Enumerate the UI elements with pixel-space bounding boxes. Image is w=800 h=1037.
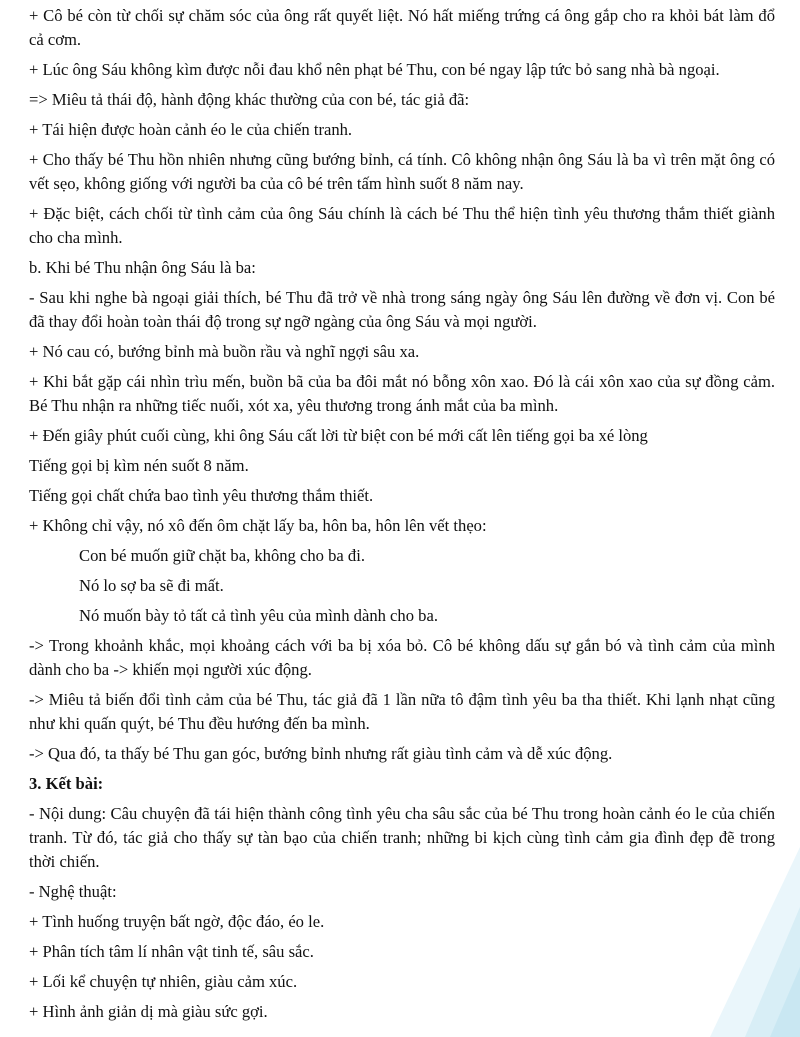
paragraph-art-heading: - Nghệ thuật: [29,882,117,901]
paragraph-art-imagery: + Hình ảnh giản dị mà giàu sức gợi. [29,1002,268,1021]
paragraph-call-love: Tiếng gọi chất chứa bao tình yêu thương thắm thiết. [29,486,374,505]
paragraph-art-situation: + Tình huống truyện bất ngờ, độc đáo, éo le. [29,912,325,931]
paragraph-indent-express: Nó muốn bày tỏ tất cả tình yêu của mình dành cho ba. [79,606,438,625]
paragraph-war-circumstance: + Tái hiện được hoàn cảnh éo le của chiến tranh. [29,120,353,139]
section-heading-b: b. Khi bé Thu nhận ông Sáu là ba: [29,258,256,277]
paragraph-art-psychology: + Phân tích tâm lí nhân vật tinh tế, sâu sắc. [29,942,314,961]
paragraph-last-moment: + Đến giây phút cuối cùng, khi ông Sáu cất lời từ biệt con bé mới cất lên tiếng gọi ba xé lòng [29,426,648,445]
paragraph-refuse-care: + Cô bé còn từ chối sự chăm sóc của ông rất quyết liệt. Nó hất miếng trứng cá ông gắp cho ra khỏi bát làm đổ cả cơm. [29,6,775,49]
paragraph-emotion-change: -> Miêu tả biến đổi tình cảm của bé Thu, tác giả đã 1 lần nữa tô đậm tình yêu ba tha thiết. Khi lạnh nhạt cũng như khi quấn quýt, bé Thu đều hướng đến ba mình. [29,690,775,733]
paragraph-author-summary: => Miêu tả thái độ, hành động khác thường của con bé, tác giả đã: [29,90,470,109]
paragraph-after-explanation: - Sau khi nghe bà ngoại giải thích, bé Thu đã trở về nhà trong sáng ngày ông Sáu lên đường về đơn vị. Con bé đã thay đổi hoàn toàn thái độ trong sự ngỡ ngàng của ông Sáu và mọi người. [29,288,775,331]
paragraph-content-summary: - Nội dung: Câu chuyện đã tái hiện thành công tình yêu cha sâu sắc của bé Thu trong hoàn cảnh éo le của chiến tranh. Từ đó, tác giả cho thấy sự tàn bạo của chiến tranh; những bi kịch cùng tình cảm gia đình đẹp đẽ trong thời chiến. [29,804,775,871]
paragraph-hug-father: + Không chỉ vậy, nó xô đến ôm chặt lấy ba, hôn ba, hôn lên vết thẹo: [29,516,487,535]
paragraph-conclusion-thu: -> Qua đó, ta thấy bé Thu gan góc, bướng bỉnh nhưng rất giàu tình cảm và dễ xúc động. [29,744,613,763]
paragraph-personality: + Cho thấy bé Thu hồn nhiên nhưng cũng bướng bỉnh, cá tính. Cô không nhận ông Sáu là ba vì trên mặt ông có vết sẹo, không giống với người ba của cô bé trên tấm hình suốt 8 năm nay. [29,150,775,193]
paragraph-indent-hold: Con bé muốn giữ chặt ba, không cho ba đi. [79,546,365,565]
section-heading-ket-bai: 3. Kết bài: [29,774,104,793]
paragraph-art-narration: + Lối kể chuyện tự nhiên, giàu cảm xúc. [29,972,298,991]
paragraph-run-to-grandma: + Lúc ông Sáu không kìm được nỗi đau khổ nên phạt bé Thu, con bé ngay lập tức bỏ sang nhà bà ngoại. [29,60,720,79]
paragraph-indent-fear: Nó lo sợ ba sẽ đi mất. [79,576,224,595]
paragraph-special-love: + Đặc biệt, cách chối từ tình cảm của ông Sáu chính là cách bé Thu thể hiện tình yêu thương thắm thiết giành cho cha mình. [29,204,775,247]
document-body [29,4,775,1030]
paragraph-call-suppressed: Tiếng gọi bị kìm nén suốt 8 năm. [29,456,249,475]
paragraph-distance-erased: -> Trong khoảnh khắc, mọi khoảng cách với ba bị xóa bỏ. Cô bé không dấu sự gắn bó và tình cảm của mình dành cho ba -> khiến mọi người xúc động. [29,636,775,679]
paragraph-eyes-stirred: + Khi bắt gặp cái nhìn trìu mến, buồn bã của ba đôi mắt nó bỗng xôn xao. Đó là cái xôn xao của sự đồng cảm. Bé Thu nhận ra những tiếc nuối, xót xa, yêu thương trong ánh mắt của ba mình. [29,372,775,415]
paragraph-sad-thinking: + Nó cau có, bướng bỉnh mà buồn rầu và nghĩ ngợi sâu xa. [29,342,420,361]
